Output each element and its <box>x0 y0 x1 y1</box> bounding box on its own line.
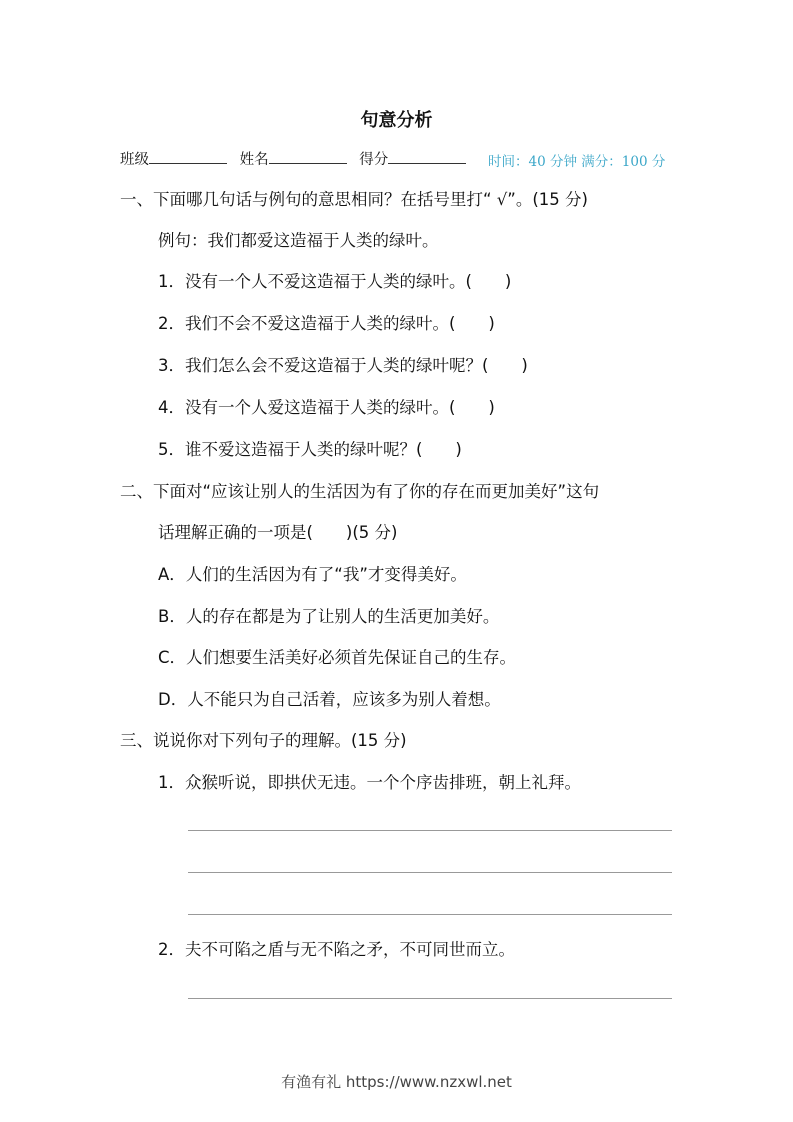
section-2-heading: 二、下面对“应该让别人的生活因为有了你的存在而更加美好”这句 <box>120 482 600 501</box>
name-label: 姓名 <box>239 152 269 168</box>
answer-line[interactable] <box>188 998 672 999</box>
section-2-heading-cont: 话理解正确的一项是( )(5 分) <box>158 523 398 542</box>
list-item: 4．没有一个人爱这造福于人类的绿叶。( ) <box>158 398 495 417</box>
answer-line[interactable] <box>188 830 672 831</box>
list-item: 1．众猴听说，即拱伏无违。一个个序齿排班，朝上礼拜。 <box>158 773 581 792</box>
list-item: 3．我们怎么会不爱这造福于人类的绿叶呢？( ) <box>158 356 528 375</box>
score-label: 得分 <box>359 152 389 168</box>
option-a: A．人们的生活因为有了“我”才变得美好。 <box>158 565 467 584</box>
section-1-heading: 一、下面哪几句话与例句的意思相同？在括号里打“ √”。(15 分) <box>120 190 588 209</box>
list-item: 1．没有一个人不爱这造福于人类的绿叶。( ) <box>158 272 512 291</box>
list-item: 5．谁不爱这造福于人类的绿叶呢？( ) <box>158 440 462 459</box>
class-label: 班级 <box>120 152 149 168</box>
section-3-heading: 三、说说你对下列句子的理解。(15 分) <box>120 731 407 750</box>
footer-watermark: 有渔有礼 https://www.nzxwl.net <box>281 1073 512 1091</box>
example-sentence: 例句：我们都爱这造福于人类的绿叶。 <box>158 231 439 250</box>
list-item: 2．夫不可陷之盾与无不陷之矛，不可同世而立。 <box>158 940 515 959</box>
page-title: 句意分析 <box>360 110 433 131</box>
answer-line[interactable] <box>188 872 672 873</box>
list-item: 2．我们不会不爱这造福于人类的绿叶。( ) <box>158 314 495 333</box>
class-blank[interactable] <box>149 149 227 164</box>
name-blank[interactable] <box>269 149 347 164</box>
option-b: B．人的存在都是为了让别人的生活更加美好。 <box>158 607 500 626</box>
score-blank[interactable] <box>388 149 466 164</box>
answer-line[interactable] <box>188 914 672 915</box>
student-info <box>120 149 474 170</box>
option-c: C．人们想要生活美好必须首先保证自己的生存。 <box>158 648 517 667</box>
time-info: 时间：40 分钟 满分：100 分 <box>488 154 666 170</box>
option-d: D．人不能只为自己活着，应该多为别人着想。 <box>158 690 501 709</box>
